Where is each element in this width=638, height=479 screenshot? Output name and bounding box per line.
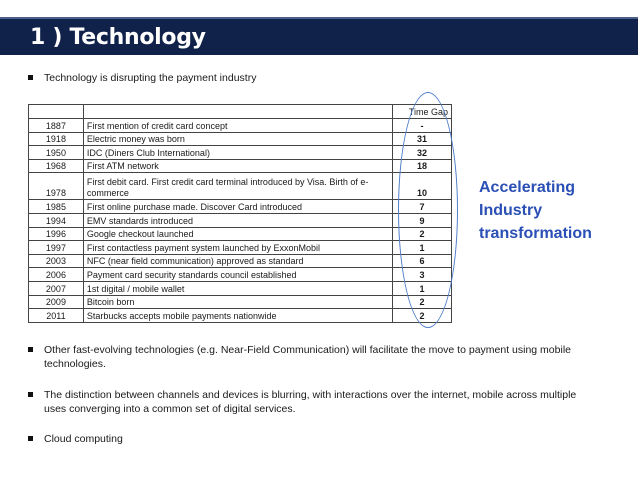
gap-cell: 3 bbox=[393, 268, 452, 282]
gap-cell: 6 bbox=[393, 254, 452, 268]
bullet-square-icon bbox=[28, 75, 33, 80]
event-cell: IDC (Diners Club International) bbox=[83, 146, 392, 160]
table-row bbox=[29, 241, 452, 255]
event-cell: First mention of credit card concept bbox=[83, 119, 392, 133]
title-bar bbox=[0, 17, 638, 55]
gap-cell: 7 bbox=[393, 200, 452, 214]
highlight-ellipse bbox=[398, 92, 458, 328]
event-cell: Payment card security standards council established bbox=[83, 268, 392, 282]
table-row bbox=[29, 173, 452, 200]
bullet-text: Cloud computing bbox=[44, 433, 123, 445]
bullet-square-icon bbox=[28, 436, 33, 441]
year-cell: 1968 bbox=[29, 159, 84, 173]
event-cell: NFC (near field communication) approved as standard bbox=[83, 254, 392, 268]
year-cell: 1978 bbox=[29, 173, 84, 200]
gap-cell: - bbox=[393, 119, 452, 133]
bullet-intro bbox=[28, 71, 598, 85]
bullet-square-icon bbox=[28, 392, 33, 397]
bullet-channels bbox=[28, 388, 598, 416]
year-cell: 2011 bbox=[29, 309, 84, 323]
event-cell: First ATM network bbox=[83, 159, 392, 173]
callout-line: Industry bbox=[479, 202, 543, 219]
bullet-cloud bbox=[28, 432, 598, 446]
year-cell: 2009 bbox=[29, 295, 84, 309]
year-cell: 2006 bbox=[29, 268, 84, 282]
table-row bbox=[29, 309, 452, 323]
event-cell: Bitcoin born bbox=[83, 295, 392, 309]
gap-cell: 1 bbox=[393, 241, 452, 255]
year-cell: 1994 bbox=[29, 213, 84, 227]
year-cell: 1997 bbox=[29, 241, 84, 255]
header-gap-cell: Time Gap bbox=[393, 105, 452, 119]
year-cell: 1996 bbox=[29, 227, 84, 241]
callout-line: Accelerating bbox=[479, 179, 576, 196]
table-row bbox=[29, 268, 452, 282]
gap-cell: 31 bbox=[393, 132, 452, 146]
bullet-nfc bbox=[28, 343, 598, 371]
bullet-text: Technology is disrupting the payment industry bbox=[44, 72, 257, 84]
event-cell: Starbucks accepts mobile payments nationwide bbox=[83, 309, 392, 323]
event-cell: First online purchase made. Discover Card introduced bbox=[83, 200, 392, 214]
table-row bbox=[29, 119, 452, 133]
header-year-cell bbox=[29, 105, 84, 119]
year-cell: 2007 bbox=[29, 281, 84, 295]
bullet-text: The distinction between channels and devices is blurring, with interactions over the internet, mobile across multiple uses converging into a common set of digital services. bbox=[44, 389, 577, 415]
gap-cell: 9 bbox=[393, 213, 452, 227]
table-row bbox=[29, 254, 452, 268]
year-cell: 1887 bbox=[29, 119, 84, 133]
gap-cell: 32 bbox=[393, 146, 452, 160]
gap-cell: 18 bbox=[393, 159, 452, 173]
slide-title: 1 ) Technology bbox=[30, 25, 206, 50]
event-cell: EMV standards introduced bbox=[83, 213, 392, 227]
gap-cell: 1 bbox=[393, 281, 452, 295]
bullet-text: Other fast-evolving technologies (e.g. Near-Field Communication) will facilitate the move to payment using mobile technologies. bbox=[44, 344, 571, 370]
bullet-square-icon bbox=[28, 347, 33, 352]
callout-text bbox=[479, 176, 629, 245]
event-cell: 1st digital / mobile wallet bbox=[83, 281, 392, 295]
header-event-cell bbox=[83, 105, 392, 119]
year-cell: 1918 bbox=[29, 132, 84, 146]
year-cell: 1985 bbox=[29, 200, 84, 214]
event-cell: First contactless payment system launched by ExxonMobil bbox=[83, 241, 392, 255]
table-row bbox=[29, 200, 452, 214]
table-row bbox=[29, 146, 452, 160]
payment-timeline-table bbox=[28, 104, 452, 323]
table-row bbox=[29, 295, 452, 309]
gap-cell: 2 bbox=[393, 309, 452, 323]
event-cell: First debit card. First credit card terminal introduced by Visa. Birth of e-commerce bbox=[83, 173, 392, 200]
year-cell: 2003 bbox=[29, 254, 84, 268]
table-row bbox=[29, 281, 452, 295]
event-cell: Electric money was born bbox=[83, 132, 392, 146]
event-cell: Google checkout launched bbox=[83, 227, 392, 241]
table-header-row bbox=[29, 105, 452, 119]
gap-cell: 2 bbox=[393, 295, 452, 309]
callout-line: transformation bbox=[479, 225, 592, 242]
year-cell: 1950 bbox=[29, 146, 84, 160]
table-row bbox=[29, 132, 452, 146]
table-row bbox=[29, 227, 452, 241]
gap-cell: 2 bbox=[393, 227, 452, 241]
table-row bbox=[29, 159, 452, 173]
gap-cell: 10 bbox=[393, 173, 452, 200]
table-row bbox=[29, 213, 452, 227]
